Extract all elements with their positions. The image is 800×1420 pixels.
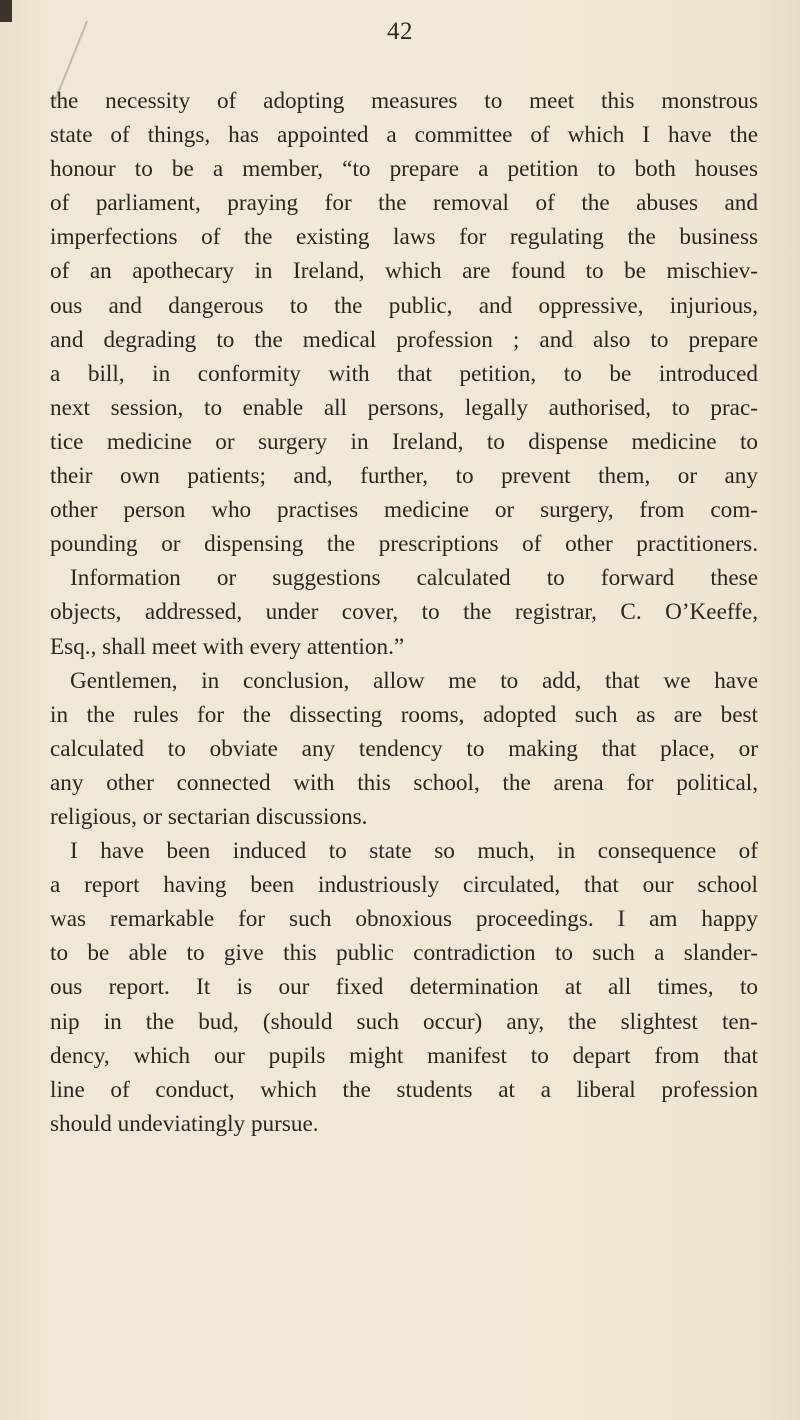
- text-line: other person who practises medicine or surgery, from com-: [50, 497, 758, 524]
- text-line: I have been induced to state so much, in consequence of: [70, 838, 758, 865]
- text-line: ous report. It is our fixed determination at all times, to: [50, 974, 758, 1001]
- text-line: ous and dangerous to the public, and oppressive, injurious,: [50, 292, 758, 319]
- text-line: dency, which our pupils might manifest to depart from that: [50, 1042, 758, 1069]
- text-line: calculated to obviate any tendency to making that place, or: [50, 735, 758, 762]
- text-line: to be able to give this public contradiction to such a slander-: [50, 940, 758, 967]
- body-text: [50, 84, 758, 1141]
- text-line: Information or suggestions calculated to forward these: [70, 565, 758, 592]
- text-line: nip in the bud, (should such occur) any, the slightest ten-: [50, 1008, 758, 1035]
- text-line: state of things, has appointed a committee of which I have the: [50, 122, 758, 149]
- text-line: Gentlemen, in conclusion, allow me to add, that we have: [70, 667, 758, 694]
- text-line: honour to be a member, “to prepare a petition to both houses: [50, 156, 758, 183]
- text-line: and degrading to the medical profession ; and also to prepare: [50, 326, 758, 353]
- text-line: a report having been industriously circulated, that our school: [50, 872, 758, 899]
- text-line: line of conduct, which the students at a liberal profession: [50, 1076, 758, 1103]
- page-number: 42: [387, 18, 413, 45]
- text-line: Esq., shall meet with every attention.”: [50, 633, 405, 660]
- text-line: should undeviatingly pursue.: [50, 1110, 319, 1137]
- text-line: was remarkable for such obnoxious proceedings. I am happy: [50, 906, 758, 933]
- text-line: of parliament, praying for the removal of the abuses and: [50, 190, 758, 217]
- text-line: of an apothecary in Ireland, which are found to be mischiev-: [50, 258, 758, 285]
- text-line: the necessity of adopting measures to meet this monstrous: [50, 88, 758, 114]
- text-line: next session, to enable all persons, legally authorised, to prac-: [50, 394, 758, 421]
- text-line: pounding or dispensing the prescriptions of other practitioners.: [50, 531, 758, 558]
- text-line: their own patients; and, further, to prevent them, or any: [50, 463, 758, 490]
- text-line: a bill, in conformity with that petition, to be introduced: [50, 360, 758, 387]
- text-line: imperfections of the existing laws for regulating the business: [50, 224, 758, 251]
- text-line: objects, addressed, under cover, to the registrar, C. O’Keeffe,: [50, 599, 758, 626]
- text-line: in the rules for the dissecting rooms, adopted such as are best: [50, 701, 758, 728]
- text-line: tice medicine or surgery in Ireland, to dispense medicine to: [50, 428, 758, 455]
- text-line: any other connected with this school, the arena for political,: [50, 769, 758, 796]
- text-line: religious, or sectarian discussions.: [50, 803, 368, 830]
